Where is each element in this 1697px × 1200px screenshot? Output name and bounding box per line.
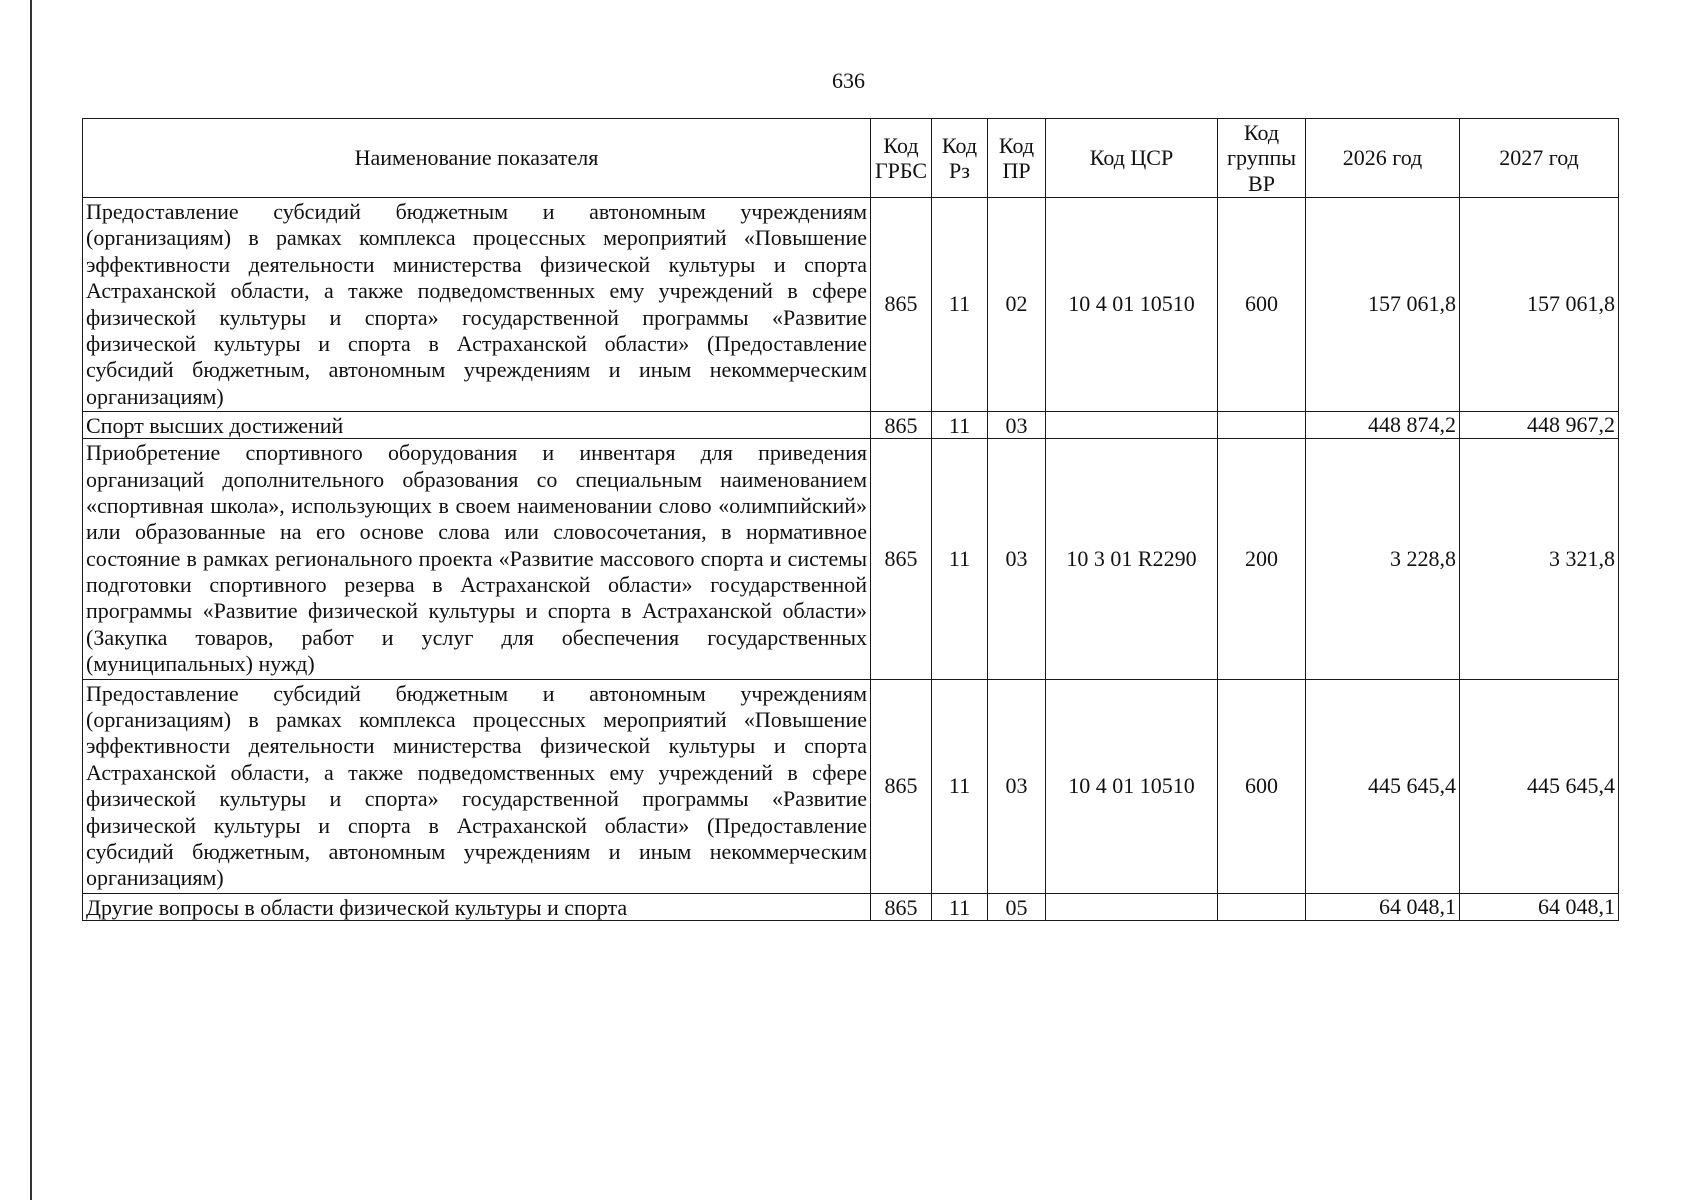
row-amount-2026: 3 228,8 — [1306, 439, 1460, 680]
row-pr: 03 — [988, 412, 1046, 439]
row-rz: 11 — [932, 679, 988, 893]
row-vr: 600 — [1218, 679, 1306, 893]
row-name: Спорт высших достижений — [83, 412, 871, 439]
header-2027: 2027 год — [1460, 119, 1619, 198]
table-row-subtotal — [83, 412, 1619, 439]
table-row — [83, 679, 1619, 893]
row-amount-2027: 64 048,1 — [1460, 893, 1619, 920]
row-rz: 11 — [932, 439, 988, 680]
row-vr: 600 — [1218, 198, 1306, 412]
row-amount-2027: 445 645,4 — [1460, 679, 1619, 893]
row-pr: 03 — [988, 439, 1046, 680]
row-name: Другие вопросы в области физической культуры и спорта — [83, 893, 871, 920]
table-row — [83, 439, 1619, 680]
row-csr: 10 3 01 R2290 — [1046, 439, 1218, 680]
budget-table — [82, 118, 1619, 921]
table-row-subtotal — [83, 893, 1619, 920]
header-vr: Код группы ВР — [1218, 119, 1306, 198]
row-pr: 03 — [988, 679, 1046, 893]
row-amount-2027: 448 967,2 — [1460, 412, 1619, 439]
header-csr: Код ЦСР — [1046, 119, 1218, 198]
row-csr — [1046, 893, 1218, 920]
row-csr: 10 4 01 10510 — [1046, 679, 1218, 893]
row-rz: 11 — [932, 893, 988, 920]
row-grbs: 865 — [871, 439, 932, 680]
row-amount-2026: 64 048,1 — [1306, 893, 1460, 920]
row-vr — [1218, 893, 1306, 920]
row-vr — [1218, 412, 1306, 439]
row-amount-2026: 445 645,4 — [1306, 679, 1460, 893]
row-grbs: 865 — [871, 893, 932, 920]
header-grbs: Код ГРБС — [871, 119, 932, 198]
row-vr: 200 — [1218, 439, 1306, 680]
table-header-row — [83, 119, 1619, 198]
row-name: Предоставление субсидий бюджетным и автономным учреждениям (организациям) в рамках комплекса процессных мероприятий «Повышение эффективности деятельности министерства физической культуры и спорта Астраханской области, а также подведомственных ему учреждений в сфере физической культуры и спорта» государственной программы «Развитие физической культуры и спорта в Астраханской области» (Предоставление субсидий бюджетным, автономным учреждениям и иным некоммерческим организациям) — [83, 198, 871, 412]
header-pr: Код ПР — [988, 119, 1046, 198]
row-name: Предоставление субсидий бюджетным и автономным учреждениям (организациям) в рамках комплекса процессных мероприятий «Повышение эффективности деятельности министерства физической культуры и спорта Астраханской области, а также подведомственных ему учреждений в сфере физической культуры и спорта» государственной программы «Развитие физической культуры и спорта в Астраханской области» (Предоставление субсидий бюджетным, автономным учреждениям и иным некоммерческим организациям) — [83, 679, 871, 893]
header-name: Наименование показателя — [83, 119, 871, 198]
row-grbs: 865 — [871, 679, 932, 893]
row-amount-2026: 448 874,2 — [1306, 412, 1460, 439]
row-grbs: 865 — [871, 198, 932, 412]
row-rz: 11 — [932, 412, 988, 439]
scan-edge-line — [30, 0, 32, 1200]
table-row — [83, 198, 1619, 412]
row-grbs: 865 — [871, 412, 932, 439]
header-rz: Код Рз — [932, 119, 988, 198]
header-2026: 2026 год — [1306, 119, 1460, 198]
row-rz: 11 — [932, 198, 988, 412]
row-amount-2027: 3 321,8 — [1460, 439, 1619, 680]
row-name: Приобретение спортивного оборудования и инвентаря для приведения организаций дополнительного образования со специальным наименованием «спортивная школа», использующих в своем наименовании слово «олимпийский» или образованные на его основе слова или словосочетания, в нормативное состояние в рамках регионального проекта «Развитие массового спорта и системы подготовки спортивного резерва в Астраханской области» государственной программы «Развитие физической культуры и спорта в Астраханской области» (Закупка товаров, работ и услуг для обеспечения государственных (муниципальных) нужд) — [83, 439, 871, 680]
row-csr — [1046, 412, 1218, 439]
row-pr: 02 — [988, 198, 1046, 412]
row-csr: 10 4 01 10510 — [1046, 198, 1218, 412]
row-amount-2026: 157 061,8 — [1306, 198, 1460, 412]
row-amount-2027: 157 061,8 — [1460, 198, 1619, 412]
row-pr: 05 — [988, 893, 1046, 920]
page-number: 636 — [832, 68, 865, 93]
